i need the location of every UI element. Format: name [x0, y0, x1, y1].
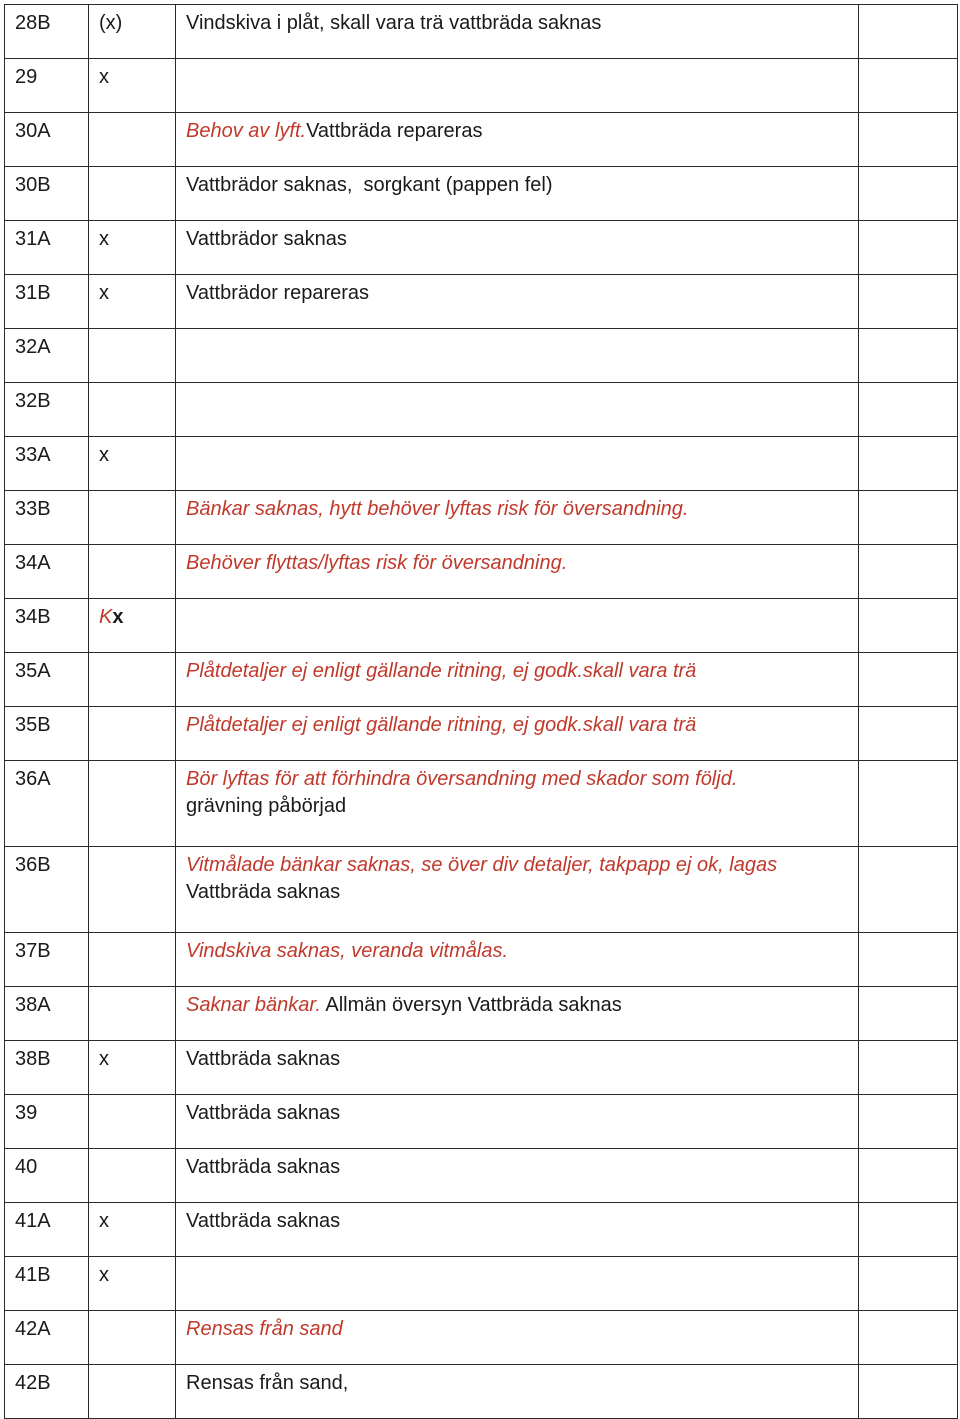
row-id: 30B [5, 167, 89, 221]
row-id: 42A [5, 1311, 89, 1365]
row-id: 42B [5, 1365, 89, 1419]
row-mark [89, 599, 176, 653]
row-note-red: Bör lyftas för att förhindra översandning med skador som följd. [186, 768, 738, 790]
row-mark [89, 707, 176, 761]
row-extra [859, 761, 958, 847]
table-row [5, 221, 958, 275]
row-mark: x [89, 59, 176, 113]
table-row [5, 545, 958, 599]
row-mark [89, 113, 176, 167]
row-id: 30A [5, 113, 89, 167]
row-id: 31B [5, 275, 89, 329]
row-note-text: Vattbräda repareras [306, 120, 483, 142]
row-mark [89, 1365, 176, 1419]
row-mark [89, 1311, 176, 1365]
row-note: Vattbräda saknas [176, 1149, 859, 1203]
table-row [5, 1257, 958, 1311]
table-row [5, 1365, 958, 1419]
row-note: Rensas från sand, [176, 1365, 859, 1419]
row-mark: x [89, 1257, 176, 1311]
row-id: 40 [5, 1149, 89, 1203]
row-mark [89, 987, 176, 1041]
row-id: 33B [5, 491, 89, 545]
row-extra [859, 599, 958, 653]
table-row [5, 653, 958, 707]
row-id: 41B [5, 1257, 89, 1311]
row-extra [859, 1095, 958, 1149]
row-note: Vindskiva i plåt, skall vara trä vattbräda saknas [176, 5, 859, 59]
table-row [5, 167, 958, 221]
row-note [176, 545, 859, 599]
row-note [176, 1311, 859, 1365]
row-extra [859, 707, 958, 761]
row-mark [89, 847, 176, 933]
row-mark: x [89, 1041, 176, 1095]
row-note-red: Saknar bänkar. [186, 994, 321, 1016]
row-note-text: Vattbräda saknas [186, 881, 341, 903]
row-id: 29 [5, 59, 89, 113]
row-mark [89, 1095, 176, 1149]
table-row [5, 1041, 958, 1095]
row-mark [89, 167, 176, 221]
row-mark: x [89, 1203, 176, 1257]
row-id: 28B [5, 5, 89, 59]
row-id: 31A [5, 221, 89, 275]
row-mark [89, 761, 176, 847]
row-note [176, 987, 859, 1041]
row-extra [859, 933, 958, 987]
table-row [5, 59, 958, 113]
row-id: 39 [5, 1095, 89, 1149]
table-row [5, 1203, 958, 1257]
table-row [5, 707, 958, 761]
row-note [176, 113, 859, 167]
row-id: 36B [5, 847, 89, 933]
row-mark [89, 545, 176, 599]
row-mark [89, 329, 176, 383]
row-extra [859, 1203, 958, 1257]
table-row [5, 1095, 958, 1149]
row-note-red: Plåtdetaljer ej enligt gällande ritning, ej godk.skall vara trä [186, 714, 697, 736]
table-row [5, 1311, 958, 1365]
row-note [176, 437, 859, 491]
row-note: Vattbrädor saknas, sorgkant (pappen fel) [176, 167, 859, 221]
row-mark: x [89, 437, 176, 491]
row-note [176, 653, 859, 707]
table-row [5, 5, 958, 59]
row-note [176, 491, 859, 545]
table-row [5, 383, 958, 437]
row-mark [89, 491, 176, 545]
row-mark [89, 383, 176, 437]
row-note-text: Allmän översyn Vattbräda saknas [320, 994, 622, 1016]
row-extra [859, 653, 958, 707]
row-note: Vattbrädor repareras [176, 275, 859, 329]
table-row [5, 847, 958, 933]
row-note-red: Behov av lyft. [186, 120, 307, 142]
table-row [5, 491, 958, 545]
row-extra [859, 847, 958, 933]
table-row [5, 275, 958, 329]
row-extra [859, 329, 958, 383]
table-row [5, 987, 958, 1041]
row-id: 35A [5, 653, 89, 707]
row-id: 41A [5, 1203, 89, 1257]
inspection-table [4, 4, 958, 1419]
table-row [5, 113, 958, 167]
row-note-red: Rensas från sand [186, 1318, 343, 1340]
row-mark-bold: x [112, 606, 124, 628]
table-row [5, 329, 958, 383]
row-note [176, 329, 859, 383]
row-note-red: Vitmålade bänkar saknas, se över div detaljer, takpapp ej ok, lagas [186, 854, 778, 876]
row-mark: (x) [89, 5, 176, 59]
row-extra [859, 59, 958, 113]
row-extra [859, 437, 958, 491]
row-id: 38B [5, 1041, 89, 1095]
row-extra [859, 545, 958, 599]
row-note-red: Bänkar saknas, hytt behöver lyftas risk för översandning. [186, 498, 689, 520]
row-id: 38A [5, 987, 89, 1041]
row-extra [859, 1365, 958, 1419]
row-note: Vattbräda saknas [176, 1041, 859, 1095]
row-extra [859, 1149, 958, 1203]
row-id: 33A [5, 437, 89, 491]
row-id: 35B [5, 707, 89, 761]
row-mark [89, 933, 176, 987]
row-note-text: grävning påbörjad [186, 795, 347, 817]
row-note-red: Plåtdetaljer ej enligt gällande ritning, ej godk.skall vara trä [186, 660, 697, 682]
row-note: Vattbrädor saknas [176, 221, 859, 275]
row-note: Vattbräda saknas [176, 1095, 859, 1149]
row-note [176, 1257, 859, 1311]
row-extra [859, 1041, 958, 1095]
row-extra [859, 5, 958, 59]
row-extra [859, 167, 958, 221]
row-extra [859, 383, 958, 437]
row-note-red: Vindskiva saknas, veranda vitmålas. [186, 940, 509, 962]
row-mark: x [89, 221, 176, 275]
row-note [176, 59, 859, 113]
row-id: 32A [5, 329, 89, 383]
row-note [176, 761, 859, 847]
table-row [5, 1149, 958, 1203]
row-id: 36A [5, 761, 89, 847]
row-note-red: Behöver flyttas/lyftas risk för översandning. [186, 552, 568, 574]
row-extra [859, 491, 958, 545]
row-extra [859, 275, 958, 329]
row-id: 34B [5, 599, 89, 653]
row-note [176, 847, 859, 933]
table-row [5, 933, 958, 987]
row-note [176, 383, 859, 437]
row-mark-red: K [99, 606, 113, 628]
row-note [176, 599, 859, 653]
row-id: 37B [5, 933, 89, 987]
row-extra [859, 987, 958, 1041]
row-note [176, 933, 859, 987]
row-note: Vattbräda saknas [176, 1203, 859, 1257]
row-mark: x [89, 275, 176, 329]
row-id: 32B [5, 383, 89, 437]
row-extra [859, 221, 958, 275]
table-row [5, 761, 958, 847]
row-note [176, 707, 859, 761]
row-extra [859, 1311, 958, 1365]
table-row [5, 437, 958, 491]
row-extra [859, 113, 958, 167]
row-mark [89, 1149, 176, 1203]
row-id: 34A [5, 545, 89, 599]
row-mark [89, 653, 176, 707]
table-row [5, 599, 958, 653]
row-extra [859, 1257, 958, 1311]
